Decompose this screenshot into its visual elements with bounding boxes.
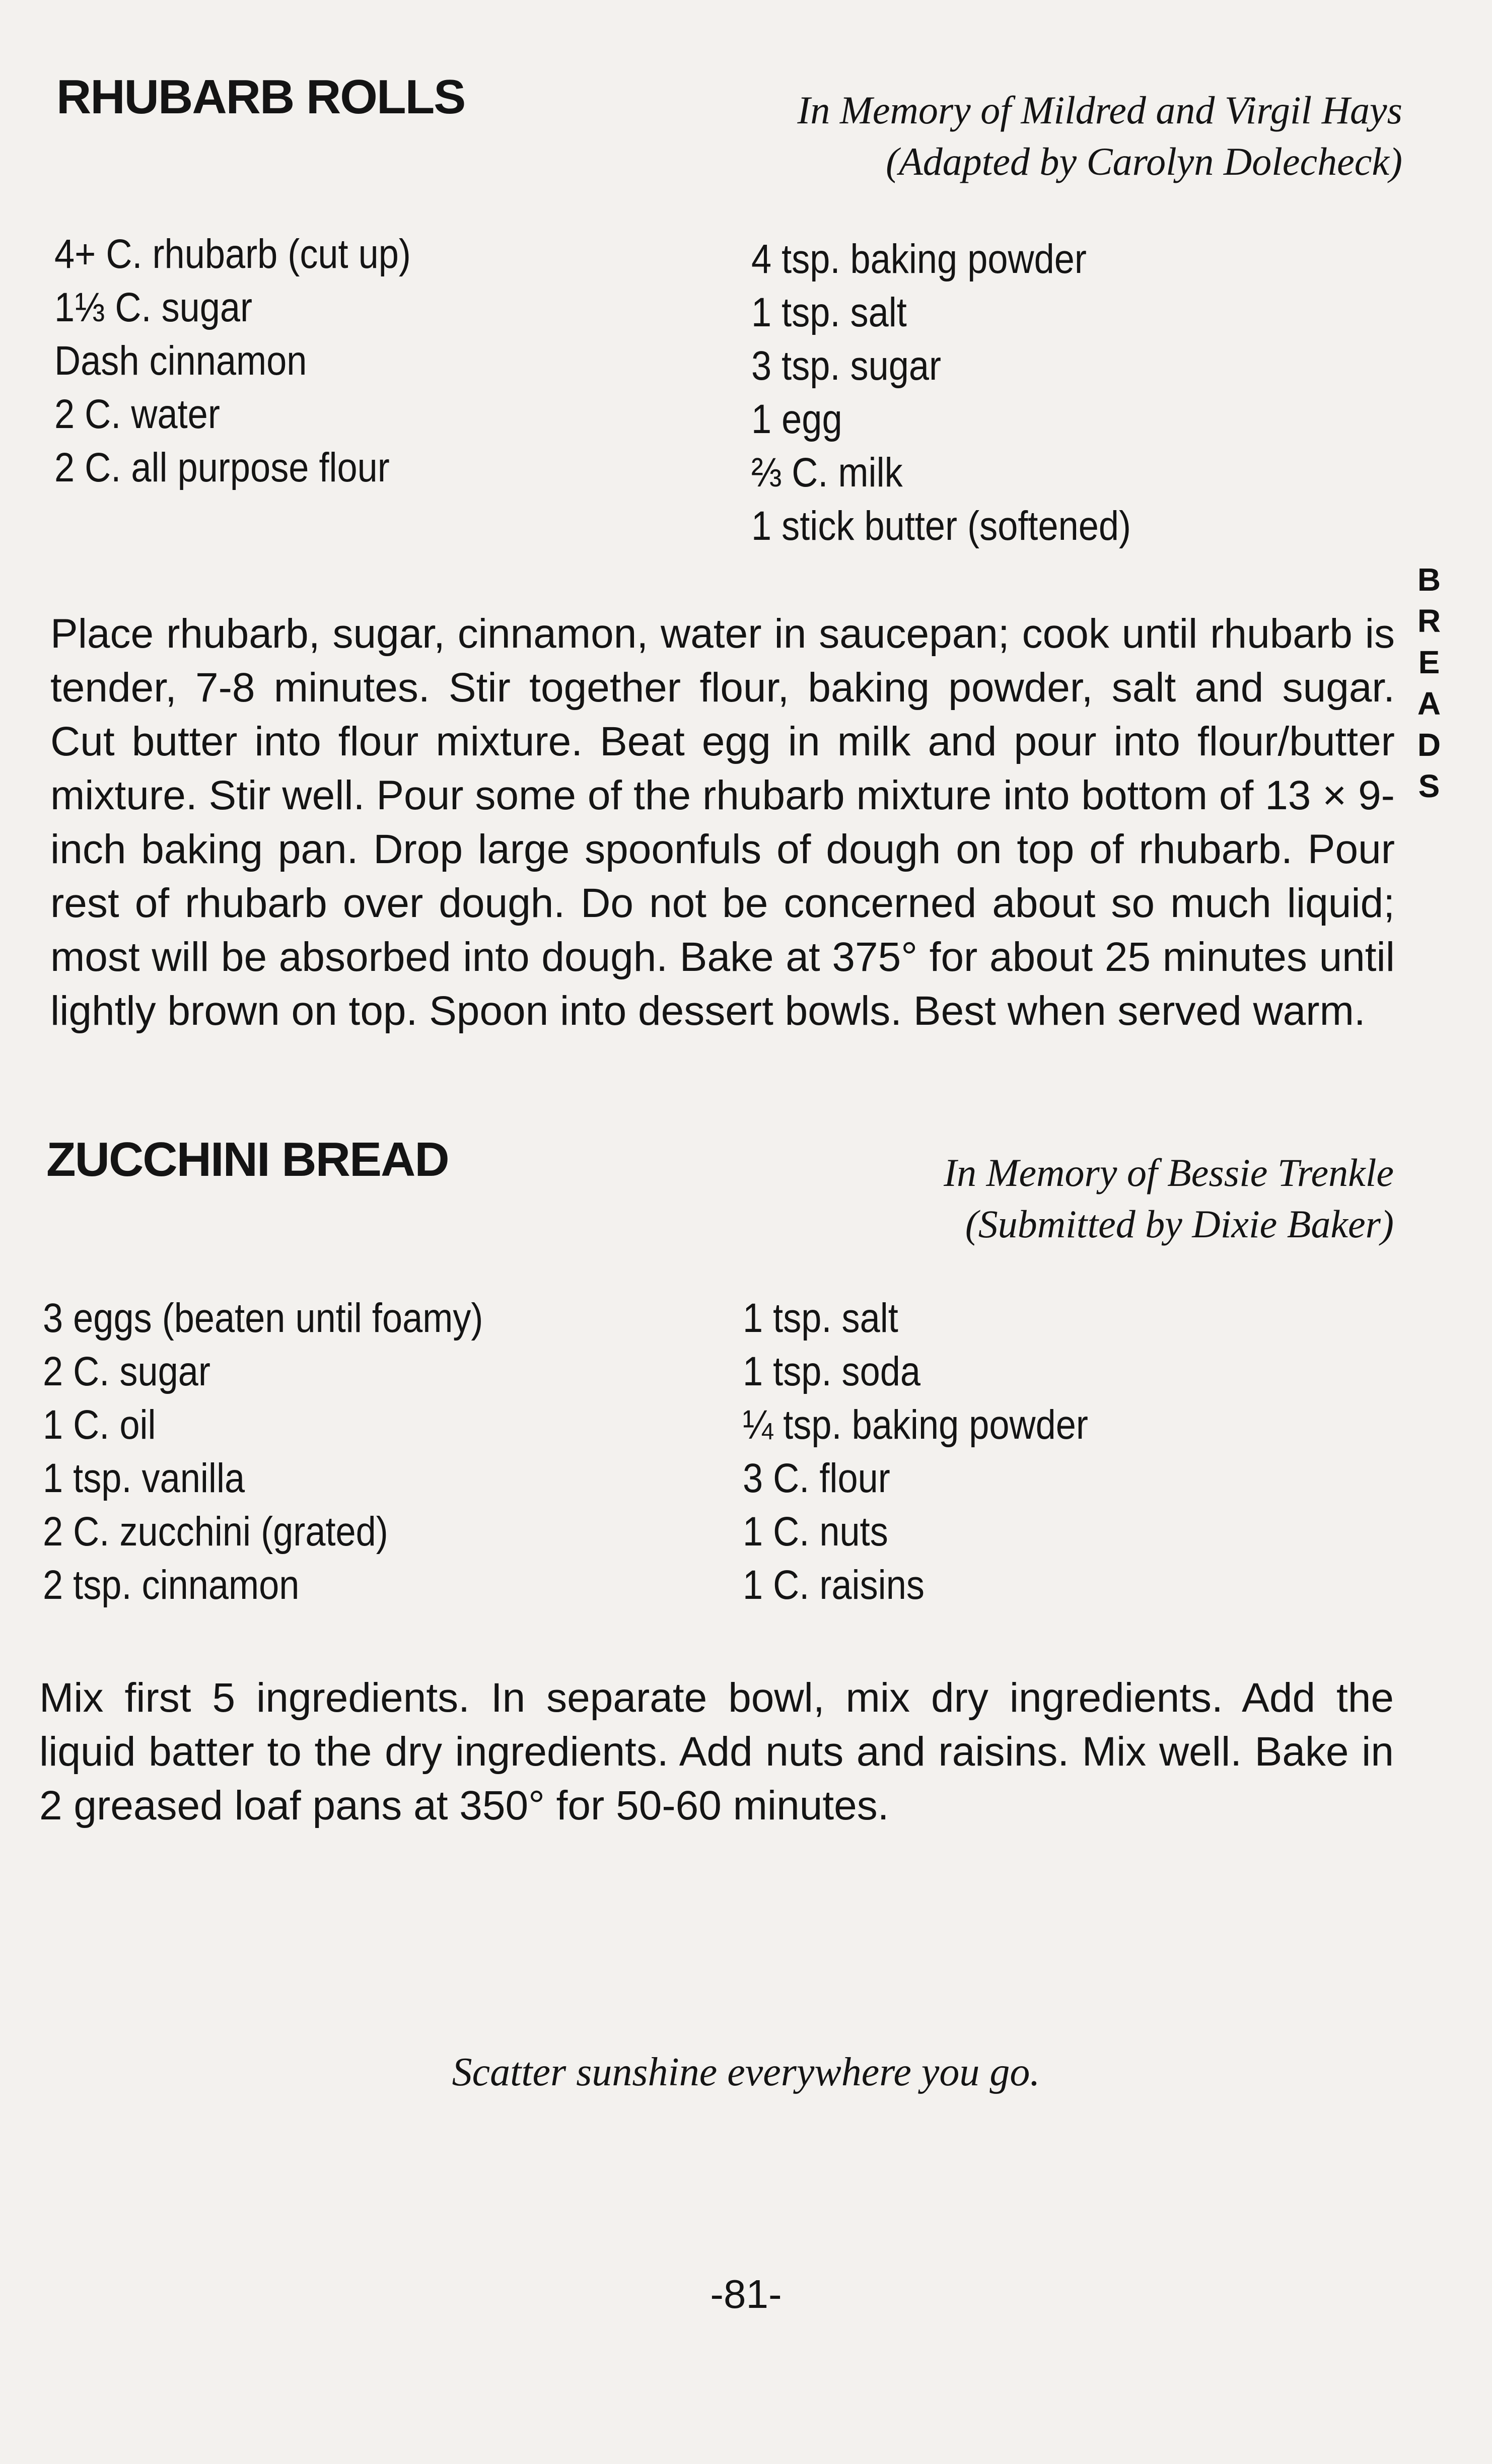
ingredient-item: 2 C. water [54, 391, 220, 437]
ingredient-item: 2 C. all purpose flour [54, 445, 390, 490]
ingredient-item: 1 egg [751, 396, 842, 442]
recipe-credit-rhubarb-rolls [797, 85, 1402, 187]
credit-line-1: In Memory of Mildred and Virgil Hays [797, 88, 1402, 132]
ingredients-right-rhubarb [751, 233, 1183, 553]
page-number: -81- [710, 2272, 782, 2316]
recipe-directions-rhubarb-rolls: Place rhubarb, sugar, cinnamon, water in saucepan; cook until rhubarb is tender, 7-8 minutes. Stir together flour, baking powder, salt and sugar. Cut butter into flour mixture. Beat egg in milk and pour into flour/butter mixture. Stir well. Pour some of the rhubarb mixture into bottom of 13 × 9-inch baking pan. Drop large spoonfuls of dough on top of rhubarb. Pour rest of rhubarb over dough. Do not be concerned about so much liquid; most will be absorbed into dough. Bake at 375° for about 25 minutes until lightly brown on top. Spoon into dessert bowls. Best when served warm. [50, 611, 1395, 1034]
ingredients-left-rhubarb [54, 228, 459, 495]
tab-letter: S [1418, 768, 1440, 804]
ingredient-item: 4+ C. rhubarb (cut up) [54, 231, 411, 277]
ingredient-item: 2 tsp. cinnamon [43, 1562, 300, 1608]
section-tab-breads [1411, 559, 1447, 807]
ingredient-item: 2 C. zucchini (grated) [43, 1509, 388, 1555]
tab-letter: D [1417, 727, 1441, 763]
ingredient-item: 4 tsp. baking powder [751, 236, 1087, 282]
ingredient-item: 1 C. raisins [743, 1562, 925, 1608]
ingredient-item: ⅔ C. milk [751, 450, 903, 496]
ingredient-item: 3 eggs (beaten until foamy) [43, 1295, 483, 1341]
ingredient-item: 1 C. oil [43, 1402, 156, 1448]
ingredient-item: 3 C. flour [743, 1455, 890, 1501]
footer-quote: Scatter sunshine everywhere you go. [452, 2050, 1040, 2094]
tab-letter: B [1417, 561, 1441, 598]
ingredient-item: 1 tsp. soda [743, 1349, 921, 1394]
recipe-credit-zucchini-bread [944, 1147, 1394, 1250]
ingredients-right-zucchini [743, 1292, 1135, 1612]
tab-letter: R [1417, 603, 1441, 639]
tab-letter: E [1418, 644, 1440, 680]
recipe-title-zucchini-bread: ZUCCHINI BREAD [46, 1133, 449, 1186]
credit-line-2: (Submitted by Dixie Baker) [965, 1202, 1394, 1246]
tab-letter: A [1417, 685, 1441, 722]
ingredients-left-zucchini [43, 1292, 543, 1612]
ingredient-item: 2 C. sugar [43, 1349, 210, 1394]
ingredient-item: ¼ tsp. baking powder [743, 1402, 1088, 1448]
recipe-directions-zucchini-bread: Mix first 5 ingredients. In separate bowl, mix dry ingredients. Add the liquid batter to the dry ingredients. Add nuts and raisins. Mix well. Bake in 2 greased loaf pans at 350° for 50-60 minutes. [39, 1675, 1394, 1828]
ingredient-item: 1 C. nuts [743, 1509, 888, 1555]
ingredient-item: Dash cinnamon [54, 338, 307, 384]
ingredient-item: 3 tsp. sugar [751, 343, 942, 389]
credit-line-2: (Adapted by Carolyn Dolecheck) [886, 139, 1402, 183]
ingredient-item: 1 stick butter (softened) [751, 503, 1131, 549]
ingredient-item: 1 tsp. salt [751, 290, 907, 335]
ingredient-item: 1⅓ C. sugar [54, 285, 253, 330]
credit-line-1: In Memory of Bessie Trenkle [944, 1151, 1394, 1194]
ingredient-item: 1 tsp. salt [743, 1295, 898, 1341]
recipe-title-rhubarb-rolls: RHUBARB ROLLS [56, 70, 465, 124]
ingredient-item: 1 tsp. vanilla [43, 1455, 245, 1501]
